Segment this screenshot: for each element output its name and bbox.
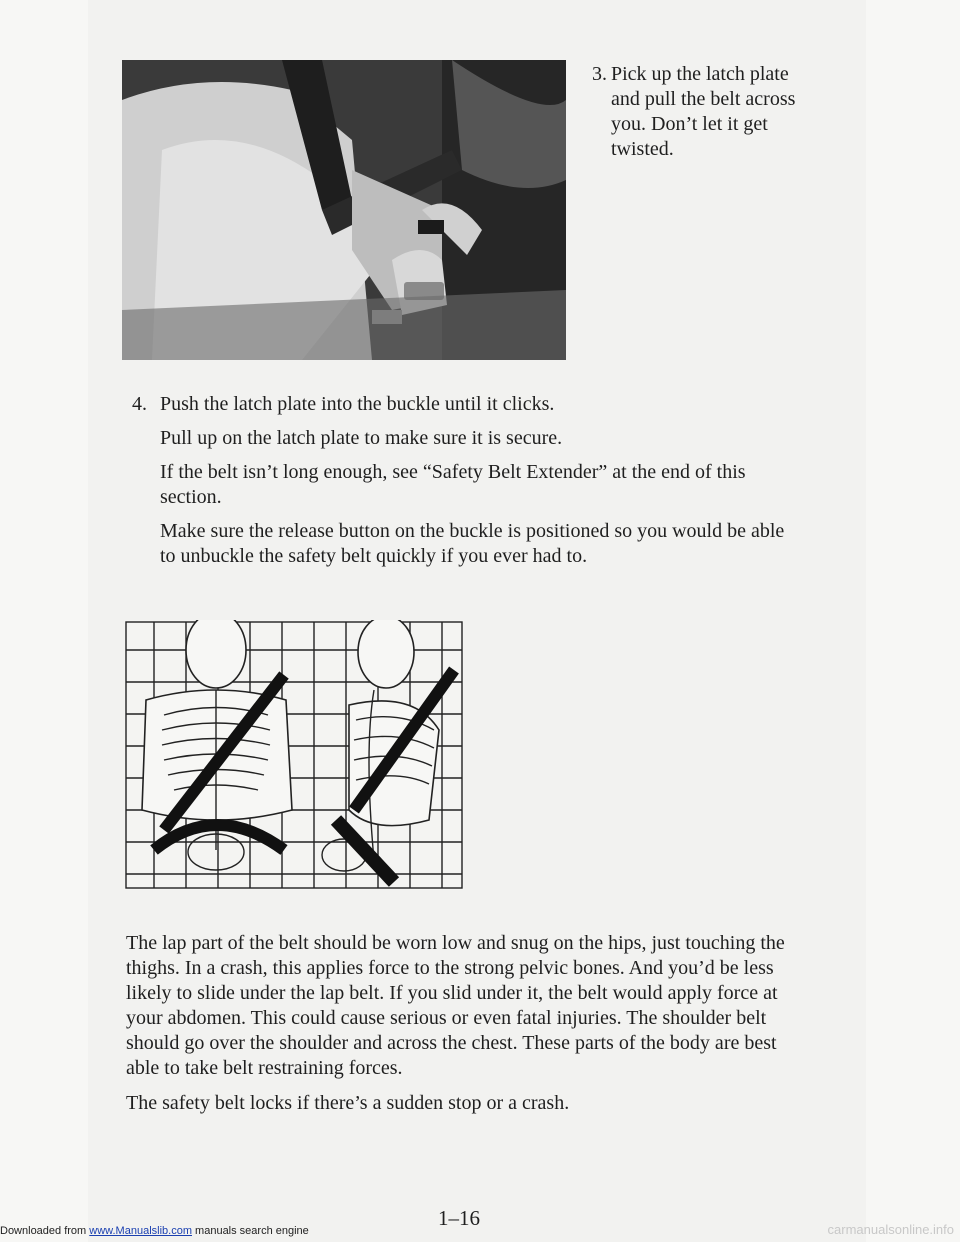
download-footer <box>0 1225 309 1237</box>
skeleton-belt-diagram <box>124 620 464 890</box>
watermark: carmanualsonline.info <box>827 1222 954 1237</box>
page-number: 1–16 <box>438 1206 480 1230</box>
footer-prefix: Downloaded from <box>0 1225 87 1237</box>
body-paragraph: The safety belt locks if there’s a sudden stop or a crash. <box>126 1092 570 1114</box>
step-4-paragraph: Push the latch plate into the buckle until it clicks. <box>160 393 555 415</box>
step-4-paragraph: If the belt isn’t long enough, see “Safety Belt Extender” at the end of this section. <box>160 461 746 508</box>
footer-suffix: manuals search engine <box>195 1225 309 1237</box>
step-3 <box>592 62 812 162</box>
step-4-number: 4. <box>132 393 147 415</box>
step-4 <box>132 392 792 578</box>
body-text <box>126 931 806 1126</box>
body-paragraph: The lap part of the belt should be worn low and snug on the hips, just touching the thighs. In a crash, this applies force to the strong pelvic bones. And you’d be less likely to slide under the lap belt. If you slid under it, the belt would apply force at your abdomen. This could cause serious or even fatal injuries. The shoulder belt should go over the shoulder and across the chest. These parts of the body are best able to take belt restraining forces. <box>126 932 785 1079</box>
step-3-text: Pick up the latch plate and pull the belt across you. Don’t let it get twisted. <box>611 63 796 160</box>
manualslib-link[interactable]: www.Manualslib.com <box>89 1225 192 1237</box>
step-4-paragraph: Pull up on the latch plate to make sure it is secure. <box>160 427 563 449</box>
step-4-paragraph: Make sure the release button on the buckle is positioned so you would be able to unbuckle the safety belt quickly if you ever had to. <box>160 520 785 567</box>
step-3-number: 3. <box>592 63 607 85</box>
belt-fastening-photo <box>122 60 566 360</box>
